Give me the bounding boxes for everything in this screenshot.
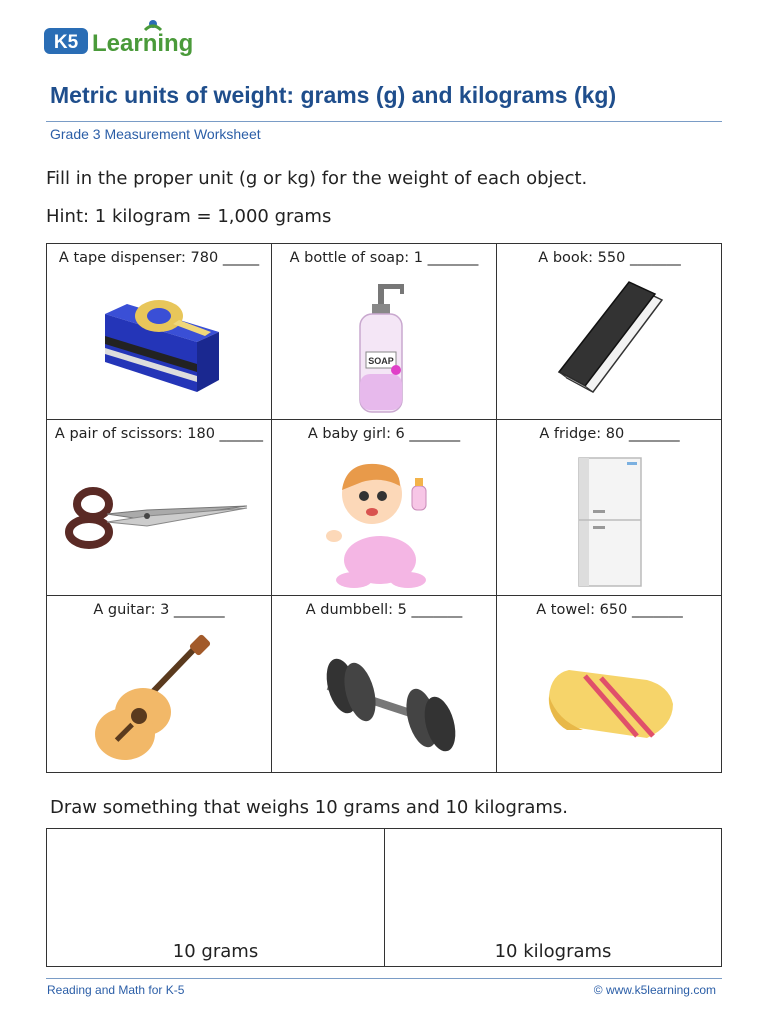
draw-box-10-grams[interactable] [47, 829, 385, 966]
soap-bottle-icon [272, 274, 497, 416]
item-label[interactable]: A dumbbell: 5 _______ [305, 602, 463, 618]
footer-divider [46, 978, 722, 979]
item-cell-fridge [497, 420, 722, 596]
towel-icon [497, 626, 722, 768]
guitar-icon [47, 626, 272, 768]
instruction-line: Fill in the proper unit (g or kg) for the weight of each object. [46, 168, 588, 189]
hint-line: Hint: 1 kilogram = 1,000 grams [46, 206, 332, 227]
draw-box-10-kilograms[interactable] [385, 829, 721, 966]
baby-girl-icon [272, 450, 497, 592]
fridge-icon [497, 450, 722, 592]
footer-copyright-link[interactable]: © www.k5learning.com [593, 983, 716, 997]
item-label[interactable]: A fridge: 80 _______ [539, 426, 680, 442]
svg-text:Learning: Learning [92, 30, 194, 57]
items-grid [46, 243, 722, 773]
item-cell-baby-girl [272, 420, 497, 596]
item-label[interactable]: A pair of scissors: 180 ______ [54, 426, 264, 442]
item-label[interactable]: A bottle of soap: 1 _______ [289, 250, 479, 266]
item-label[interactable]: A guitar: 3 _______ [93, 602, 225, 618]
title-divider [46, 121, 722, 122]
item-label[interactable]: A baby girl: 6 _______ [307, 426, 461, 442]
item-cell-soap-bottle [272, 244, 497, 420]
item-cell-guitar [47, 596, 272, 772]
item-cell-tape-dispenser [47, 244, 272, 420]
worksheet-subtitle: Grade 3 Measurement Worksheet [50, 126, 261, 142]
draw-prompt: Draw something that weighs 10 grams and 10 kilograms. [50, 797, 569, 818]
item-cell-dumbbell [272, 596, 497, 772]
item-cell-book [497, 244, 722, 420]
page-title: Metric units of weight: grams (g) and kilograms (kg) [50, 82, 617, 108]
item-label[interactable]: A book: 550 _______ [538, 250, 681, 266]
k5-learning-logo [44, 16, 204, 60]
item-label[interactable]: A towel: 650 _______ [536, 602, 683, 618]
caption-10-kilograms: 10 kilograms [494, 941, 612, 962]
drawing-area [46, 828, 722, 967]
item-cell-towel [497, 596, 722, 772]
item-cell-scissors [47, 420, 272, 596]
scissors-icon [47, 450, 272, 592]
item-label[interactable]: A tape dispenser: 780 _____ [58, 250, 260, 266]
book-icon [497, 274, 722, 416]
tape-dispenser-icon [47, 274, 272, 416]
svg-text:SOAP: SOAP [368, 356, 394, 366]
dumbbell-icon [272, 626, 497, 768]
svg-text:K5: K5 [53, 32, 79, 53]
caption-10-grams: 10 grams [172, 941, 259, 962]
footer-tagline: Reading and Math for K-5 [47, 983, 185, 997]
